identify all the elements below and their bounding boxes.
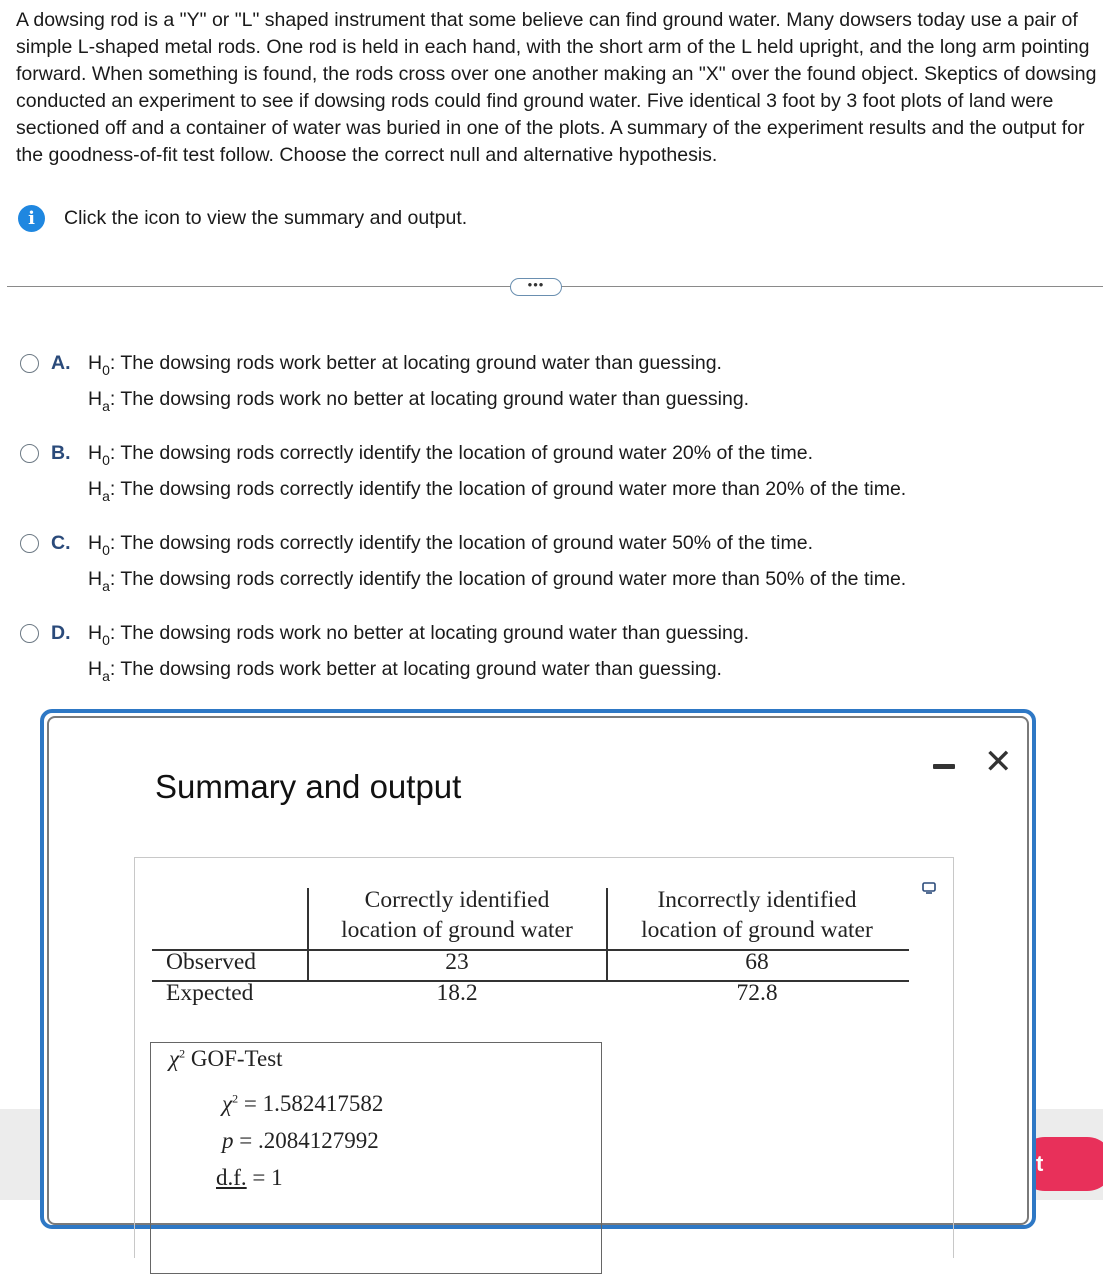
modal-title: Summary and output <box>155 768 462 805</box>
output-panel <box>134 857 954 1258</box>
col-header: location of ground water <box>641 917 873 943</box>
row-label: Expected <box>166 980 254 1006</box>
table-cell: 72.8 <box>736 980 778 1006</box>
close-icon[interactable]: ✕ <box>984 743 1013 781</box>
option-h0: $H_0$: The dowsing rods work no better at locating ground water than guessing. <box>88 622 750 648</box>
radio-button[interactable] <box>20 444 39 463</box>
info-icon[interactable]: i <box>18 205 45 232</box>
question-text: A dowsing rod is a "Y" or "L" shaped instrument that some believe can find ground water. Many dowsers today use a pair of simple L-shaped metal rods. One rod is held in each hand, with the short arm of the L held upright, and the long arm pointing forward. When something is found, the rods cross over one another making an "X" over the found object. Skeptics of dowsing conducted an experiment to see if dowsing rods could find ground water. Five identical 3 foot by 3 foot plots of land were sectioned off and a container of water was buried in one of the plots. A summary of the experiment results and the output for the goodness-of-fit test follow. Choose the correct null and alternative hypothesis. <box>16 9 1097 166</box>
radio-button[interactable] <box>20 624 39 643</box>
option-h0: $H_0$: The dowsing rods correctly identify the location of ground water 50% of the time. <box>88 532 813 558</box>
col-header: Correctly identified <box>364 887 550 913</box>
summary-table <box>152 888 909 1013</box>
option-letter: C. <box>51 532 71 554</box>
option-ha: $H_a$: The dowsing rods work better at locating ground water than guessing. <box>88 658 722 684</box>
copy-icon[interactable] <box>922 882 936 894</box>
radio-button[interactable] <box>20 534 39 553</box>
degrees-of-freedom: d.f. = 1 <box>216 1165 283 1190</box>
option-ha: $H_a$: The dowsing rods correctly identify the location of ground water more than 20% of the time. <box>88 478 907 504</box>
minimize-icon[interactable] <box>933 764 955 769</box>
option-h0: $H_0$: The dowsing rods correctly identify the location of ground water 20% of the time. <box>88 442 813 468</box>
option-h0: $H_0$: The dowsing rods work better at locating ground water than guessing. <box>88 352 722 378</box>
expand-button[interactable]: ••• <box>510 278 562 296</box>
option-ha: $H_a$: The dowsing rods work no better at locating ground water than guessing. <box>88 388 750 414</box>
summary-modal <box>40 709 1036 1229</box>
option-letter: D. <box>51 622 71 644</box>
table-cell: 23 <box>445 949 469 975</box>
info-row[interactable] <box>18 203 467 233</box>
modal-frame <box>47 716 1029 1225</box>
next-button[interactable]: t <box>1018 1137 1103 1191</box>
col-header: Incorrectly identified <box>657 887 857 913</box>
gof-output <box>150 1042 602 1274</box>
info-link-text[interactable]: Click the icon to view the summary and output. <box>64 206 468 229</box>
table-cell: 18.2 <box>436 980 478 1006</box>
option-letter: B. <box>51 442 71 464</box>
row-label: Observed <box>166 949 257 975</box>
radio-button[interactable] <box>20 354 39 373</box>
col-header: location of ground water <box>341 917 573 943</box>
table-cell: 68 <box>745 949 769 975</box>
chi-square-value: $\chi^2 = 1.582417582$ <box>222 1091 384 1116</box>
option-ha: $H_a$: The dowsing rods correctly identify the location of ground water more than 50% of the time. <box>88 568 907 594</box>
option-letter: A. <box>51 352 71 374</box>
p-value: p = .2084127992 <box>222 1128 379 1153</box>
gof-title: $\chi^2$ GOF-Test <box>169 1046 283 1071</box>
